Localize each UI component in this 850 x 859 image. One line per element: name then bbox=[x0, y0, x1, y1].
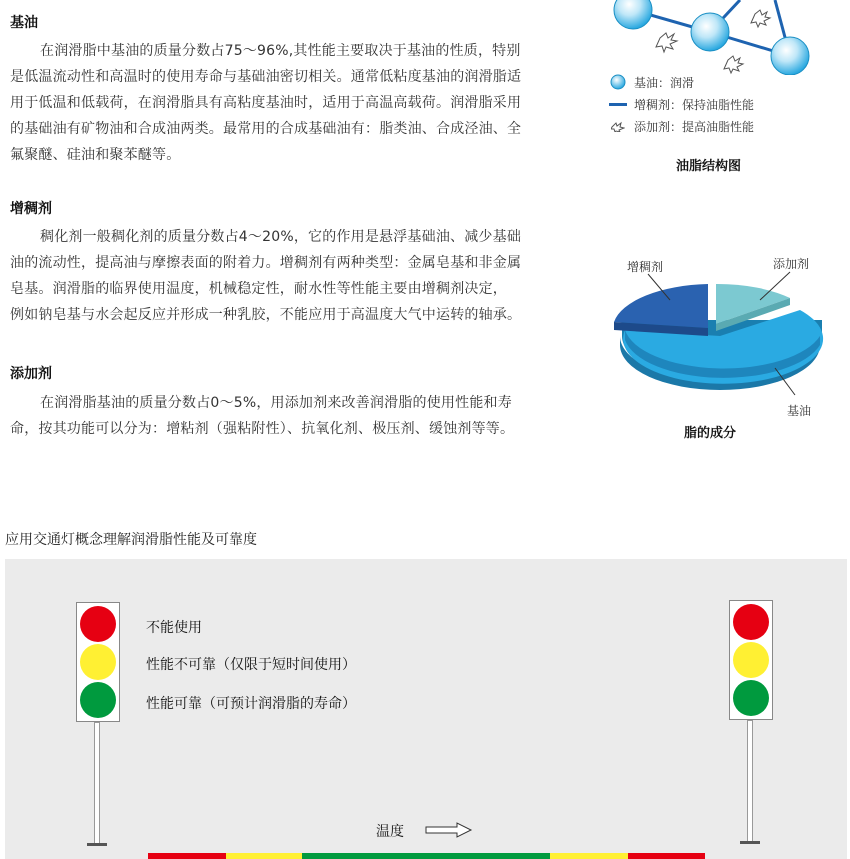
spark-icon bbox=[606, 120, 630, 132]
pie-label-thickener: 增稠剂 bbox=[627, 260, 664, 274]
legend-label: 增稠剂：保持油脂性能 bbox=[634, 97, 755, 112]
temperature-scale-bar bbox=[148, 853, 705, 859]
traffic-light-panel bbox=[5, 559, 847, 859]
traffic-light-pole-left bbox=[94, 722, 100, 844]
green-lamp-icon bbox=[733, 680, 769, 716]
bar-segment-green bbox=[302, 853, 550, 859]
green-lamp-icon bbox=[80, 682, 116, 718]
base-oil-heading: 基油 bbox=[10, 15, 38, 31]
pie-caption: 脂的成分 bbox=[684, 426, 737, 441]
base-oil-sphere bbox=[691, 13, 729, 51]
temperature-label: 温度 bbox=[376, 824, 404, 840]
sphere-icon bbox=[606, 74, 630, 90]
bar-segment-red bbox=[148, 853, 226, 859]
red-lamp-icon bbox=[733, 604, 769, 640]
base-oil-sphere bbox=[614, 0, 652, 29]
traffic-light-right bbox=[729, 600, 773, 720]
bar-segment-yellow bbox=[226, 853, 302, 859]
base-oil-line: 的基础油有矿物油和合成油两类。最常用的合成基础油有：脂类油、合成泾油、全 bbox=[10, 121, 522, 137]
traffic-light-left bbox=[76, 602, 120, 722]
structure-caption: 油脂结构图 bbox=[676, 159, 742, 174]
thickener-line: 例如钠皂基与水会起反应并形成一种乳胶，不能应用于高温度大气中运转的轴承。 bbox=[10, 307, 522, 323]
thickener-line: 皂基。润滑脂的临界使用温度，机械稳定性，耐水性等性能主要由增稠剂决定， bbox=[10, 281, 507, 297]
additive-heading: 添加剂 bbox=[10, 366, 52, 382]
legend-label: 基油：润滑 bbox=[634, 75, 695, 90]
label-unreliable: 性能不可靠（仅限于短时间使用） bbox=[146, 657, 356, 673]
base-oil-paragraph bbox=[10, 38, 575, 168]
pie-slice-thickener bbox=[614, 284, 708, 328]
additive-line: 在润滑脂基油的质量分数占0～5%，用添加剂来改善润滑脂的使用性能和寿 bbox=[40, 395, 512, 411]
base-oil-line: 是低温流动性和高温时的使用寿命与基础油密切相关。通常低粘度基油的润滑脂适 bbox=[10, 69, 522, 85]
thickener-line: 油的流动性，提高油与摩擦表面的附着力。增稠剂有两种类型：金属皂基和非金属 bbox=[10, 255, 522, 271]
line-icon bbox=[606, 101, 630, 107]
legend-row-additive bbox=[606, 115, 754, 137]
pole-base-right bbox=[740, 841, 760, 844]
thickener-heading: 增稠剂 bbox=[10, 201, 52, 217]
bar-segment-yellow bbox=[550, 853, 628, 859]
legend-row-thickener bbox=[606, 93, 754, 115]
yellow-lamp-icon bbox=[80, 644, 116, 680]
arrow-right-icon bbox=[425, 822, 475, 838]
thickener-line: 稠化剂一般稠化剂的质量分数占4～20%，它的作用是悬浮基础油、减少基础 bbox=[40, 229, 522, 245]
red-lamp-icon bbox=[80, 606, 116, 642]
structure-legend bbox=[606, 71, 754, 137]
yellow-lamp-icon bbox=[733, 642, 769, 678]
pole-base-left bbox=[87, 843, 107, 846]
pie-label-additive: 添加剂 bbox=[773, 257, 810, 271]
legend-row-base-oil bbox=[606, 71, 754, 93]
traffic-light-pole-right bbox=[747, 720, 753, 842]
label-reliable: 性能可靠（可预计润滑脂的寿命） bbox=[146, 696, 356, 712]
legend-label: 添加剂：提高油脂性能 bbox=[634, 119, 755, 134]
grease-structure-diagram bbox=[600, 0, 850, 75]
base-oil-sphere bbox=[771, 37, 809, 75]
bar-segment-red bbox=[628, 853, 705, 859]
thickener-paragraph bbox=[10, 224, 575, 328]
additive-paragraph bbox=[10, 390, 575, 442]
pie-label-base-oil: 基油 bbox=[787, 404, 812, 418]
base-oil-line: 在润滑脂中基油的质量分数占75～96%,其性能主要取决于基油的性质，特别 bbox=[40, 43, 521, 59]
label-unusable: 不能使用 bbox=[146, 620, 202, 636]
composition-pie-chart bbox=[600, 250, 850, 425]
base-oil-line: 氟聚醚、硅油和聚苯醚等。 bbox=[10, 147, 181, 163]
base-oil-line: 用于低温和低载荷，在润滑脂具有高粘度基油时，适用于高温高载荷。润滑脂采用 bbox=[10, 95, 522, 111]
traffic-section-title: 应用交通灯概念理解润滑脂性能及可靠度 bbox=[5, 532, 257, 548]
additive-line: 命，按其功能可以分为：增粘剂（强粘附性）、抗氧化剂、极压剂、缓蚀剂等等。 bbox=[10, 421, 515, 437]
